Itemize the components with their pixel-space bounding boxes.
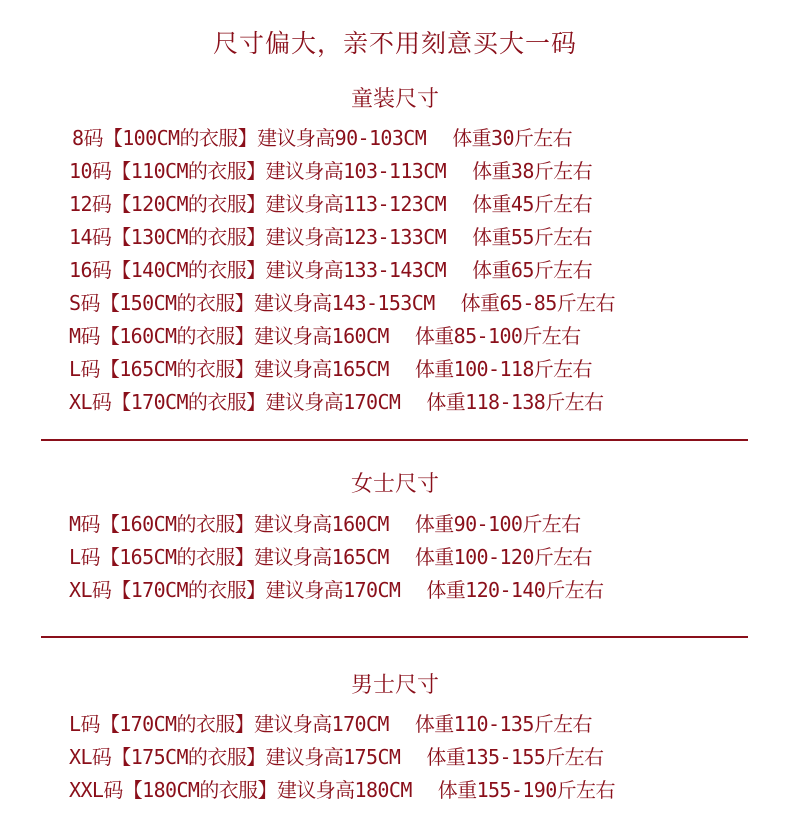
size-code: XL码 bbox=[69, 390, 112, 414]
weight-recommendation: 体重55斤左右 bbox=[472, 225, 592, 249]
size-code: M码 bbox=[69, 512, 100, 536]
garment-size: 【170CM的衣服】 bbox=[99, 712, 255, 736]
size-row bbox=[69, 155, 790, 188]
height-recommendation: 建议身高103-113CM bbox=[265, 159, 447, 183]
weight-recommendation: 体重110-135斤左右 bbox=[414, 712, 592, 736]
height-recommendation: 建议身高123-133CM bbox=[265, 225, 447, 249]
garment-size: 【100CM的衣服】 bbox=[102, 126, 258, 150]
weight-recommendation: 体重85-100斤左右 bbox=[414, 324, 581, 348]
size-row bbox=[69, 287, 790, 320]
garment-size: 【165CM的衣服】 bbox=[99, 545, 255, 569]
garment-size: 【110CM的衣服】 bbox=[111, 159, 266, 183]
women-size-list bbox=[0, 508, 790, 607]
weight-recommendation: 体重65斤左右 bbox=[472, 258, 592, 282]
page-title: 尺寸偏大，亲不用刻意买大一码 bbox=[212, 29, 577, 58]
section-divider bbox=[41, 636, 748, 638]
garment-size: 【150CM的衣服】 bbox=[99, 291, 255, 315]
height-recommendation: 建议身高165CM bbox=[254, 545, 389, 569]
weight-recommendation: 体重90-100斤左右 bbox=[414, 512, 581, 536]
children-size-heading: 童装尺寸 bbox=[350, 87, 439, 112]
size-row bbox=[69, 254, 790, 287]
size-code: L码 bbox=[69, 712, 100, 736]
weight-recommendation: 体重118-138斤左右 bbox=[426, 390, 604, 414]
garment-size: 【160CM的衣服】 bbox=[99, 512, 255, 536]
women-size-heading: 女士尺寸 bbox=[350, 472, 439, 497]
garment-size: 【170CM的衣服】 bbox=[111, 390, 266, 414]
garment-size: 【175CM的衣服】 bbox=[111, 745, 266, 769]
size-code: M码 bbox=[69, 324, 100, 348]
size-code: 14码 bbox=[69, 225, 112, 249]
height-recommendation: 建议身高160CM bbox=[254, 324, 389, 348]
height-recommendation: 建议身高143-153CM bbox=[254, 291, 435, 315]
height-recommendation: 建议身高170CM bbox=[265, 390, 401, 414]
size-code: 10码 bbox=[69, 159, 112, 183]
men-size-list bbox=[0, 708, 790, 807]
size-row bbox=[72, 122, 790, 155]
weight-recommendation: 体重30斤左右 bbox=[452, 126, 573, 150]
size-code: XXL码 bbox=[69, 778, 123, 802]
weight-recommendation: 体重100-118斤左右 bbox=[414, 357, 592, 381]
size-row bbox=[69, 541, 790, 574]
size-row bbox=[69, 774, 790, 807]
garment-size: 【130CM的衣服】 bbox=[111, 225, 266, 249]
size-row bbox=[69, 741, 790, 774]
size-row bbox=[69, 508, 790, 541]
garment-size: 【165CM的衣服】 bbox=[99, 357, 255, 381]
size-row bbox=[69, 221, 790, 254]
weight-recommendation: 体重45斤左右 bbox=[472, 192, 592, 216]
height-recommendation: 建议身高170CM bbox=[265, 578, 401, 602]
garment-size: 【140CM的衣服】 bbox=[111, 258, 266, 282]
size-row bbox=[69, 320, 790, 353]
children-size-list bbox=[0, 122, 790, 419]
height-recommendation: 建议身高160CM bbox=[254, 512, 389, 536]
size-code: L码 bbox=[69, 357, 100, 381]
weight-recommendation: 体重155-190斤左右 bbox=[437, 778, 615, 802]
height-recommendation: 建议身高170CM bbox=[254, 712, 389, 736]
size-code: 8码 bbox=[72, 126, 103, 150]
height-recommendation: 建议身高180CM bbox=[276, 778, 412, 802]
garment-size: 【180CM的衣服】 bbox=[122, 778, 277, 802]
size-row bbox=[69, 353, 790, 386]
size-code: 16码 bbox=[69, 258, 112, 282]
section-divider bbox=[41, 439, 748, 441]
height-recommendation: 建议身高113-123CM bbox=[265, 192, 447, 216]
size-row bbox=[69, 386, 790, 419]
weight-recommendation: 体重65-85斤左右 bbox=[460, 291, 615, 315]
weight-recommendation: 体重100-120斤左右 bbox=[414, 545, 592, 569]
men-size-heading: 男士尺寸 bbox=[350, 673, 439, 698]
size-code: XL码 bbox=[69, 578, 112, 602]
size-row bbox=[69, 708, 790, 741]
size-code: S码 bbox=[69, 291, 100, 315]
size-row bbox=[69, 188, 790, 221]
garment-size: 【120CM的衣服】 bbox=[111, 192, 266, 216]
garment-size: 【160CM的衣服】 bbox=[99, 324, 255, 348]
weight-recommendation: 体重38斤左右 bbox=[472, 159, 592, 183]
garment-size: 【170CM的衣服】 bbox=[111, 578, 266, 602]
size-code: XL码 bbox=[69, 745, 112, 769]
height-recommendation: 建议身高175CM bbox=[265, 745, 401, 769]
weight-recommendation: 体重135-155斤左右 bbox=[426, 745, 604, 769]
weight-recommendation: 体重120-140斤左右 bbox=[426, 578, 604, 602]
size-code: 12码 bbox=[69, 192, 112, 216]
size-code: L码 bbox=[69, 545, 100, 569]
height-recommendation: 建议身高165CM bbox=[254, 357, 389, 381]
height-recommendation: 建议身高90-103CM bbox=[257, 126, 427, 150]
size-row bbox=[69, 574, 790, 607]
height-recommendation: 建议身高133-143CM bbox=[265, 258, 447, 282]
